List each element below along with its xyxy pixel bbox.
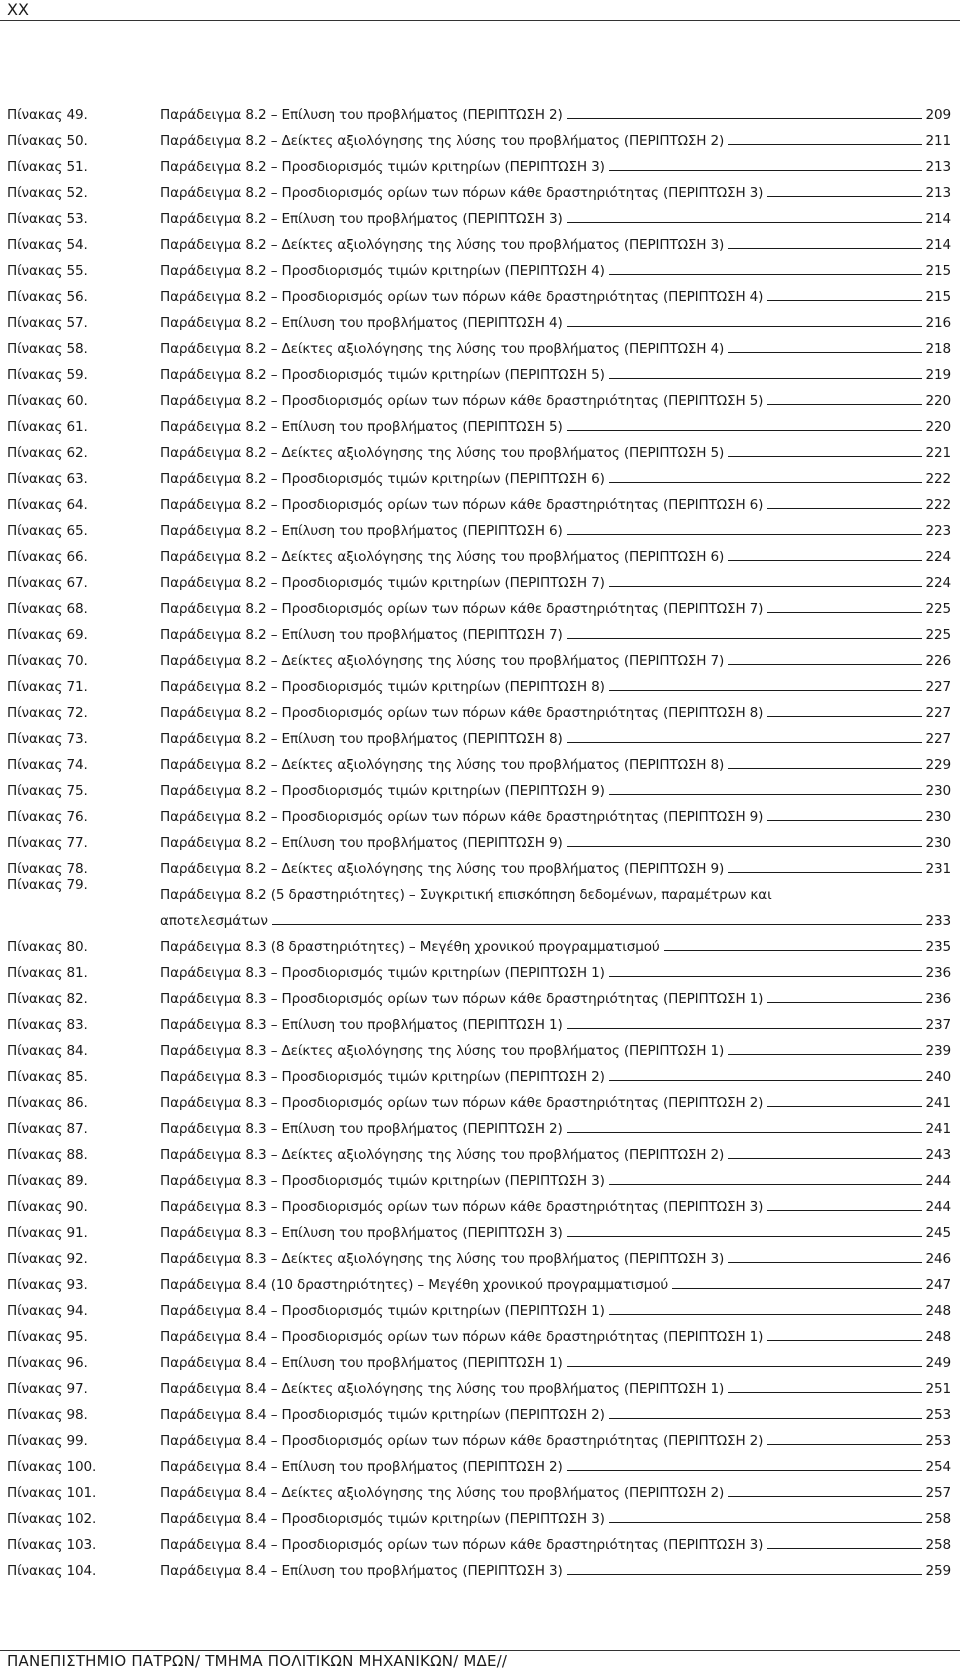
toc-entry[interactable]: [7, 201, 951, 227]
toc-entry-label: Πίνακας 56.: [7, 289, 88, 305]
toc-entry-title-continued: αποτελεσμάτων: [160, 913, 268, 929]
toc-entry-title: Παράδειγμα 8.2 – Δείκτες αξιολόγησης της λύσης του προβλήματος (ΠΕΡΙΠΤΩΣΗ 8): [160, 757, 725, 773]
toc-leader-line: [728, 352, 921, 353]
toc-entry-title: Παράδειγμα 8.2 – Προσδιορισμός ορίων των πόρων κάθε δραστηριότητας (ΠΕΡΙΠΤΩΣΗ 8): [160, 705, 764, 721]
toc-entry-label: Πίνακας 89.: [7, 1173, 88, 1189]
toc-entry[interactable]: [7, 1085, 951, 1111]
toc-entry-title: Παράδειγμα 8.2 – Προσδιορισμός τιμών κριτηρίων (ΠΕΡΙΠΤΩΣΗ 4): [160, 263, 605, 279]
toc-entry[interactable]: [7, 461, 951, 487]
toc-entry-label: Πίνακας 80.: [7, 939, 88, 955]
toc-leader-line: [567, 742, 922, 743]
toc-leader-line: [728, 456, 921, 457]
toc-entry-title: Παράδειγμα 8.2 – Δείκτες αξιολόγησης της λύσης του προβλήματος (ΠΕΡΙΠΤΩΣΗ 9): [160, 861, 725, 877]
toc-entry-label: Πίνακας 90.: [7, 1199, 88, 1215]
toc-entry-page: 236: [925, 991, 951, 1007]
toc-entry-label: Πίνακας 95.: [7, 1329, 88, 1345]
toc-entry-page: 225: [925, 601, 951, 617]
toc-entry-label: Πίνακας 96.: [7, 1355, 88, 1371]
toc-leader-line: [728, 768, 921, 769]
toc-entry-title: Παράδειγμα 8.3 – Επίλυση του προβλήματος (ΠΕΡΙΠΤΩΣΗ 2): [160, 1121, 563, 1137]
toc-entry-label: Πίνακας 84.: [7, 1043, 88, 1059]
toc-leader-line: [767, 508, 921, 509]
toc-leader-line: [609, 274, 922, 275]
toc-entry-title: Παράδειγμα 8.2 – Δείκτες αξιολόγησης της λύσης του προβλήματος (ΠΕΡΙΠΤΩΣΗ 2): [160, 133, 725, 149]
toc-leader-line: [609, 1418, 922, 1419]
toc-leader-line: [767, 300, 921, 301]
toc-entry[interactable]: [7, 279, 951, 305]
toc-entry-title: Παράδειγμα 8.2 – Επίλυση του προβλήματος (ΠΕΡΙΠΤΩΣΗ 5): [160, 419, 563, 435]
toc-leader-line: [567, 430, 922, 431]
toc-entry-label: Πίνακας 55.: [7, 263, 88, 279]
toc-entry-label: Πίνακας 69.: [7, 627, 88, 643]
toc-leader-line: [767, 1444, 921, 1445]
toc-entry-label: Πίνακας 99.: [7, 1433, 88, 1449]
toc-entry[interactable]: [7, 1371, 951, 1397]
toc-entry-label: Πίνακας 92.: [7, 1251, 88, 1267]
toc-leader-line: [567, 222, 922, 223]
toc-entry-title: Παράδειγμα 8.4 – Δείκτες αξιολόγησης της λύσης του προβλήματος (ΠΕΡΙΠΤΩΣΗ 2): [160, 1485, 725, 1501]
toc-entry[interactable]: [7, 721, 951, 747]
toc-entry-page: 258: [925, 1511, 951, 1527]
toc-entry-label: Πίνακας 77.: [7, 835, 88, 851]
toc-entry-label: Πίνακας 60.: [7, 393, 88, 409]
toc-entry-title: Παράδειγμα 8.2 – Επίλυση του προβλήματος (ΠΕΡΙΠΤΩΣΗ 3): [160, 211, 563, 227]
toc-entry-label: Πίνακας 100.: [7, 1459, 97, 1475]
toc-entry-page: 259: [925, 1563, 951, 1579]
toc-entry-page: 247: [925, 1277, 951, 1293]
toc-entry-title: Παράδειγμα 8.3 (8 δραστηριότητες) – Μεγέθη χρονικού προγραμματισμού: [160, 939, 660, 955]
toc-entry-title: Παράδειγμα 8.2 – Δείκτες αξιολόγησης της λύσης του προβλήματος (ΠΕΡΙΠΤΩΣΗ 6): [160, 549, 725, 565]
toc-entry-page: 225: [925, 627, 951, 643]
toc-entry[interactable]: [7, 1527, 951, 1553]
toc-entry[interactable]: [7, 1423, 951, 1449]
toc-leader-line: [609, 1522, 922, 1523]
toc-entry[interactable]: [7, 1007, 951, 1033]
toc-entry-label: Πίνακας 93.: [7, 1277, 88, 1293]
toc-leader-line: [728, 560, 921, 561]
toc-entry[interactable]: [7, 357, 951, 383]
toc-entry-page: 215: [925, 263, 951, 279]
toc-leader-line: [609, 378, 922, 379]
toc-entry-label: Πίνακας 63.: [7, 471, 88, 487]
toc-entry-title: Παράδειγμα 8.4 – Προσδιορισμός ορίων των πόρων κάθε δραστηριότητας (ΠΕΡΙΠΤΩΣΗ 2): [160, 1433, 764, 1449]
toc-entry-page: 216: [925, 315, 951, 331]
toc-entry-label: Πίνακας 68.: [7, 601, 88, 617]
toc-leader-line: [272, 924, 922, 925]
toc-entry-label: Πίνακας 104.: [7, 1563, 97, 1579]
toc-leader-line: [567, 638, 922, 639]
toc-entry-label: Πίνακας 65.: [7, 523, 88, 539]
toc-entry-title: Παράδειγμα 8.4 – Επίλυση του προβλήματος (ΠΕΡΙΠΤΩΣΗ 1): [160, 1355, 563, 1371]
toc-entry-title: Παράδειγμα 8.3 – Προσδιορισμός τιμών κριτηρίων (ΠΕΡΙΠΤΩΣΗ 2): [160, 1069, 605, 1085]
toc-entry-page: 253: [925, 1407, 951, 1423]
toc-entry-title: Παράδειγμα 8.4 – Προσδιορισμός τιμών κριτηρίων (ΠΕΡΙΠΤΩΣΗ 1): [160, 1303, 605, 1319]
toc-entry-title: Παράδειγμα 8.2 – Προσδιορισμός τιμών κριτηρίων (ΠΕΡΙΠΤΩΣΗ 6): [160, 471, 605, 487]
toc-leader-line: [567, 326, 922, 327]
toc-entry-label: Πίνακας 73.: [7, 731, 88, 747]
toc-entry-title: Παράδειγμα 8.2 – Δείκτες αξιολόγησης της λύσης του προβλήματος (ΠΕΡΙΠΤΩΣΗ 7): [160, 653, 725, 669]
toc-entry-title: Παράδειγμα 8.2 – Επίλυση του προβλήματος (ΠΕΡΙΠΤΩΣΗ 9): [160, 835, 563, 851]
toc-entry-page: 249: [925, 1355, 951, 1371]
toc-entry[interactable]: [7, 1033, 951, 1059]
toc-leader-line: [728, 1392, 921, 1393]
toc-entry-title: Παράδειγμα 8.2 – Προσδιορισμός ορίων των πόρων κάθε δραστηριότητας (ΠΕΡΙΠΤΩΣΗ 7): [160, 601, 764, 617]
toc-entry[interactable]: [7, 123, 951, 149]
toc-entry[interactable]: [7, 1293, 951, 1319]
toc-entry-title: Παράδειγμα 8.4 – Προσδιορισμός τιμών κριτηρίων (ΠΕΡΙΠΤΩΣΗ 2): [160, 1407, 605, 1423]
toc-entry-label: Πίνακας 58.: [7, 341, 88, 357]
toc-entry-page: 251: [925, 1381, 951, 1397]
toc-entry-title: Παράδειγμα 8.2 – Προσδιορισμός τιμών κριτηρίων (ΠΕΡΙΠΤΩΣΗ 9): [160, 783, 605, 799]
toc-entry[interactable]: [7, 1267, 951, 1293]
toc-entry-title: Παράδειγμα 8.2 – Προσδιορισμός ορίων των πόρων κάθε δραστηριότητας (ΠΕΡΙΠΤΩΣΗ 6): [160, 497, 764, 513]
toc-entry-title: Παράδειγμα 8.4 (10 δραστηριότητες) – Μεγέθη χρονικού προγραμματισμού: [160, 1277, 669, 1293]
toc-entry-label: Πίνακας 78.: [7, 861, 88, 877]
toc-entry-page: 224: [925, 575, 951, 591]
toc-entry-label: Πίνακας 88.: [7, 1147, 88, 1163]
toc-leader-line: [767, 716, 921, 717]
toc-entry-page: 227: [925, 679, 951, 695]
toc-entry-page: 214: [925, 237, 951, 253]
toc-leader-line: [672, 1288, 921, 1289]
toc-entry-page: 231: [925, 861, 951, 877]
toc-entry[interactable]: [7, 955, 951, 981]
toc-entry[interactable]: [7, 175, 951, 201]
toc-entry-title: Παράδειγμα 8.2 – Επίλυση του προβλήματος (ΠΕΡΙΠΤΩΣΗ 2): [160, 107, 563, 123]
toc-entry-page: 215: [925, 289, 951, 305]
toc-leader-line: [728, 664, 921, 665]
toc-entry[interactable]: [7, 539, 951, 565]
toc-leader-line: [609, 1314, 922, 1315]
toc-leader-line: [767, 820, 921, 821]
toc-entry-title: Παράδειγμα 8.3 – Επίλυση του προβλήματος (ΠΕΡΙΠΤΩΣΗ 3): [160, 1225, 563, 1241]
toc-entry-title: Παράδειγμα 8.2 – Προσδιορισμός τιμών κριτηρίων (ΠΕΡΙΠΤΩΣΗ 3): [160, 159, 605, 175]
toc-entry-title: Παράδειγμα 8.4 – Επίλυση του προβλήματος (ΠΕΡΙΠΤΩΣΗ 2): [160, 1459, 563, 1475]
toc-entry-page: 209: [925, 107, 951, 123]
toc-entry[interactable]: [7, 1319, 951, 1345]
toc-entry-label: Πίνακας 49.: [7, 107, 88, 123]
toc-entry-title: Παράδειγμα 8.4 – Δείκτες αξιολόγησης της λύσης του προβλήματος (ΠΕΡΙΠΤΩΣΗ 1): [160, 1381, 725, 1397]
toc-entry-label: Πίνακας 59.: [7, 367, 88, 383]
toc-entry-label: Πίνακας 72.: [7, 705, 88, 721]
toc-entry[interactable]: [7, 513, 951, 539]
toc-leader-line: [609, 1080, 922, 1081]
toc-leader-line: [567, 1470, 922, 1471]
toc-entry-page: 241: [925, 1095, 951, 1111]
toc-entry-label: Πίνακας 64.: [7, 497, 88, 513]
toc-entry[interactable]: [7, 565, 951, 591]
toc-entry-label: Πίνακας 103.: [7, 1537, 97, 1553]
toc-entry[interactable]: [7, 825, 951, 851]
toc-entry[interactable]: [7, 409, 951, 435]
toc-entry[interactable]: [7, 747, 951, 773]
toc-leader-line: [567, 534, 922, 535]
toc-entry[interactable]: [7, 1345, 951, 1371]
toc-entry-label: Πίνακας 98.: [7, 1407, 88, 1423]
toc-entry-page: 229: [925, 757, 951, 773]
toc-entry[interactable]: [7, 97, 951, 123]
toc-entry[interactable]: [7, 1059, 951, 1085]
toc-entry[interactable]: [7, 669, 951, 695]
toc-entry[interactable]: [7, 1449, 951, 1475]
toc-entry-page: 243: [925, 1147, 951, 1163]
toc-entry-page: 211: [925, 133, 951, 149]
toc-entry-page: 222: [925, 497, 951, 513]
toc-leader-line: [567, 1366, 922, 1367]
toc-leader-line: [767, 1002, 921, 1003]
toc-entry-page: 244: [925, 1173, 951, 1189]
toc-leader-line: [609, 1184, 922, 1185]
toc-entry[interactable]: [7, 435, 951, 461]
toc-leader-line: [767, 1106, 921, 1107]
toc-entry-title: Παράδειγμα 8.2 – Προσδιορισμός τιμών κριτηρίων (ΠΕΡΙΠΤΩΣΗ 8): [160, 679, 605, 695]
toc-entry-title: Παράδειγμα 8.2 – Προσδιορισμός ορίων των πόρων κάθε δραστηριότητας (ΠΕΡΙΠΤΩΣΗ 5): [160, 393, 764, 409]
toc-entry-page: 223: [925, 523, 951, 539]
toc-entry-label: Πίνακας 102.: [7, 1511, 97, 1527]
toc-leader-line: [567, 1132, 922, 1133]
toc-entry-label: Πίνακας 70.: [7, 653, 88, 669]
toc-leader-line: [609, 482, 922, 483]
toc-entry-title: Παράδειγμα 8.3 – Προσδιορισμός τιμών κριτηρίων (ΠΕΡΙΠΤΩΣΗ 1): [160, 965, 605, 981]
toc-entry-page: 230: [925, 809, 951, 825]
page-number: XX: [7, 0, 29, 19]
header-rule: [0, 20, 960, 21]
toc-entry-page: 220: [925, 393, 951, 409]
toc-entry-label: Πίνακας 85.: [7, 1069, 88, 1085]
toc-entry-title: Παράδειγμα 8.2 – Δείκτες αξιολόγησης της λύσης του προβλήματος (ΠΕΡΙΠΤΩΣΗ 3): [160, 237, 725, 253]
toc-entry-label: Πίνακας 57.: [7, 315, 88, 331]
toc-entry[interactable]: [7, 227, 951, 253]
toc-entry-label: Πίνακας 52.: [7, 185, 88, 201]
toc-leader-line: [728, 144, 921, 145]
toc-leader-line: [609, 976, 922, 977]
toc-entry[interactable]: [7, 773, 951, 799]
toc-entry-page: 248: [925, 1303, 951, 1319]
toc-entry[interactable]: [7, 1501, 951, 1527]
toc-entry[interactable]: [7, 695, 951, 721]
toc-entry[interactable]: [7, 799, 951, 825]
toc-leader-line: [664, 950, 922, 951]
toc-entry-title: Παράδειγμα 8.2 – Προσδιορισμός ορίων των πόρων κάθε δραστηριότητας (ΠΕΡΙΠΤΩΣΗ 4): [160, 289, 764, 305]
toc-entry-title: Παράδειγμα 8.2 – Επίλυση του προβλήματος (ΠΕΡΙΠΤΩΣΗ 4): [160, 315, 563, 331]
toc-entry-title: Παράδειγμα 8.2 – Προσδιορισμός ορίων των πόρων κάθε δραστηριότητας (ΠΕΡΙΠΤΩΣΗ 3): [160, 185, 764, 201]
toc-entry-label: Πίνακας 51.: [7, 159, 88, 175]
toc-entry-title: Παράδειγμα 8.3 – Δείκτες αξιολόγησης της λύσης του προβλήματος (ΠΕΡΙΠΤΩΣΗ 1): [160, 1043, 725, 1059]
toc-entry-page: 224: [925, 549, 951, 565]
toc-entry-title: Παράδειγμα 8.2 – Προσδιορισμός ορίων των πόρων κάθε δραστηριότητας (ΠΕΡΙΠΤΩΣΗ 9): [160, 809, 764, 825]
toc-entry-page: 219: [925, 367, 951, 383]
toc-entry-label: Πίνακας 74.: [7, 757, 88, 773]
toc-entry-label: Πίνακας 75.: [7, 783, 88, 799]
toc-entry[interactable]: [7, 1137, 951, 1163]
toc-entry-page: 227: [925, 705, 951, 721]
toc-leader-line: [728, 1054, 921, 1055]
toc-entry[interactable]: [7, 305, 951, 331]
toc-entry-label: Πίνακας 67.: [7, 575, 88, 591]
toc-leader-line: [609, 794, 922, 795]
toc-entry-page: 227: [925, 731, 951, 747]
toc-entry-page: 230: [925, 783, 951, 799]
toc-leader-line: [728, 1262, 921, 1263]
toc-entry-page: 235: [925, 939, 951, 955]
toc-entry-page: 233: [925, 913, 951, 929]
toc-entry-title: Παράδειγμα 8.4 – Προσδιορισμός τιμών κριτηρίων (ΠΕΡΙΠΤΩΣΗ 3): [160, 1511, 605, 1527]
toc-entry-page: 226: [925, 653, 951, 669]
toc-leader-line: [767, 1210, 921, 1211]
toc-leader-line: [609, 170, 922, 171]
toc-leader-line: [728, 1158, 921, 1159]
toc-entry-page: 245: [925, 1225, 951, 1241]
toc-entry[interactable]: [7, 617, 951, 643]
toc-entry[interactable]: [7, 1553, 951, 1579]
toc-entry-page: 237: [925, 1017, 951, 1033]
toc-entry-page: 240: [925, 1069, 951, 1085]
toc-entry-label: Πίνακας 83.: [7, 1017, 88, 1033]
toc-entry[interactable]: [7, 877, 951, 929]
toc-leader-line: [567, 846, 922, 847]
toc-entry-label: Πίνακας 86.: [7, 1095, 88, 1111]
toc-entry-label: Πίνακας 54.: [7, 237, 88, 253]
toc-leader-line: [767, 612, 921, 613]
toc-entry-label: Πίνακας 79.: [7, 877, 88, 893]
toc-entry[interactable]: [7, 1163, 951, 1189]
toc-entry-title: Παράδειγμα 8.2 – Επίλυση του προβλήματος (ΠΕΡΙΠΤΩΣΗ 8): [160, 731, 563, 747]
toc-entry-title: Παράδειγμα 8.3 – Προσδιορισμός τιμών κριτηρίων (ΠΕΡΙΠΤΩΣΗ 3): [160, 1173, 605, 1189]
toc-entry[interactable]: [7, 643, 951, 669]
toc-leader-line: [767, 196, 921, 197]
toc-entry-title: Παράδειγμα 8.2 – Προσδιορισμός τιμών κριτηρίων (ΠΕΡΙΠΤΩΣΗ 7): [160, 575, 605, 591]
toc-entry-title: Παράδειγμα 8.2 – Προσδιορισμός τιμών κριτηρίων (ΠΕΡΙΠΤΩΣΗ 5): [160, 367, 605, 383]
toc-entry-label: Πίνακας 94.: [7, 1303, 88, 1319]
toc-entry-title: Παράδειγμα 8.4 – Προσδιορισμός ορίων των πόρων κάθε δραστηριότητας (ΠΕΡΙΠΤΩΣΗ 3): [160, 1537, 764, 1553]
toc-entry[interactable]: [7, 383, 951, 409]
toc-entry-title: Παράδειγμα 8.4 – Επίλυση του προβλήματος (ΠΕΡΙΠΤΩΣΗ 3): [160, 1563, 563, 1579]
toc-entry[interactable]: [7, 851, 951, 877]
toc-entry-label: Πίνακας 81.: [7, 965, 88, 981]
toc-entry-page: 218: [925, 341, 951, 357]
toc-entry[interactable]: [7, 331, 951, 357]
toc-leader-line: [728, 1496, 921, 1497]
toc-entry-page: 236: [925, 965, 951, 981]
toc-entry-label: Πίνακας 71.: [7, 679, 88, 695]
toc-entry-title: Παράδειγμα 8.2 – Δείκτες αξιολόγησης της λύσης του προβλήματος (ΠΕΡΙΠΤΩΣΗ 5): [160, 445, 725, 461]
toc-entry-label: Πίνακας 101.: [7, 1485, 97, 1501]
toc-entry-title: Παράδειγμα 8.3 – Προσδιορισμός ορίων των πόρων κάθε δραστηριότητας (ΠΕΡΙΠΤΩΣΗ 3): [160, 1199, 764, 1215]
toc-entry-page: 254: [925, 1459, 951, 1475]
toc-leader-line: [609, 586, 922, 587]
toc-entry[interactable]: [7, 253, 951, 279]
toc-entry-title: Παράδειγμα 8.2 – Επίλυση του προβλήματος (ΠΕΡΙΠΤΩΣΗ 7): [160, 627, 563, 643]
toc-entry-page: 239: [925, 1043, 951, 1059]
toc-entry[interactable]: [7, 1241, 951, 1267]
toc-entry[interactable]: [7, 487, 951, 513]
toc-entry-page: 257: [925, 1485, 951, 1501]
toc-entry-title: Παράδειγμα 8.4 – Προσδιορισμός ορίων των πόρων κάθε δραστηριότητας (ΠΕΡΙΠΤΩΣΗ 1): [160, 1329, 764, 1345]
toc-entry[interactable]: [7, 1475, 951, 1501]
toc-entry-page: 220: [925, 419, 951, 435]
list-of-tables: [7, 97, 951, 1579]
toc-leader-line: [767, 404, 921, 405]
toc-entry-page: 253: [925, 1433, 951, 1449]
toc-entry[interactable]: [7, 1111, 951, 1137]
toc-entry-label: Πίνακας 62.: [7, 445, 88, 461]
toc-entry-label: Πίνακας 76.: [7, 809, 88, 825]
toc-entry-page: 230: [925, 835, 951, 851]
toc-leader-line: [767, 1340, 921, 1341]
toc-leader-line: [609, 690, 922, 691]
toc-entry-page: 248: [925, 1329, 951, 1345]
toc-entry[interactable]: [7, 149, 951, 175]
toc-leader-line: [728, 248, 921, 249]
toc-entry-title: Παράδειγμα 8.2 – Δείκτες αξιολόγησης της λύσης του προβλήματος (ΠΕΡΙΠΤΩΣΗ 4): [160, 341, 725, 357]
toc-entry[interactable]: [7, 981, 951, 1007]
toc-entry[interactable]: [7, 591, 951, 617]
toc-entry[interactable]: [7, 1397, 951, 1423]
toc-entry-page: 258: [925, 1537, 951, 1553]
toc-entry-title: Παράδειγμα 8.3 – Προσδιορισμός ορίων των πόρων κάθε δραστηριότητας (ΠΕΡΙΠΤΩΣΗ 2): [160, 1095, 764, 1111]
toc-entry-label: Πίνακας 66.: [7, 549, 88, 565]
toc-entry-label: Πίνακας 82.: [7, 991, 88, 1007]
toc-entry[interactable]: [7, 1189, 951, 1215]
toc-entry-page: 221: [925, 445, 951, 461]
toc-leader-line: [567, 118, 922, 119]
toc-leader-line: [567, 1028, 922, 1029]
toc-entry-page: 213: [925, 159, 951, 175]
toc-leader-line: [767, 1548, 921, 1549]
toc-entry-page: 241: [925, 1121, 951, 1137]
toc-entry-page: 246: [925, 1251, 951, 1267]
toc-entry-title: Παράδειγμα 8.2 – Επίλυση του προβλήματος (ΠΕΡΙΠΤΩΣΗ 6): [160, 523, 563, 539]
toc-entry-title: Παράδειγμα 8.3 – Προσδιορισμός ορίων των πόρων κάθε δραστηριότητας (ΠΕΡΙΠΤΩΣΗ 1): [160, 991, 764, 1007]
toc-entry-page: 213: [925, 185, 951, 201]
toc-leader-line: [567, 1236, 922, 1237]
toc-entry[interactable]: [7, 1215, 951, 1241]
toc-entry-label: Πίνακας 91.: [7, 1225, 88, 1241]
toc-entry-page: 214: [925, 211, 951, 227]
toc-leader-line: [728, 872, 921, 873]
footer-text: ΠΑΝΕΠΙΣΤΗΜΙΟ ΠΑΤΡΩΝ/ ΤΜΗΜΑ ΠΟΛΙΤΙΚΩΝ ΜΗΧΑΝΙΚΩΝ/ ΜΔΕ//: [7, 1652, 508, 1670]
toc-entry-label: Πίνακας 87.: [7, 1121, 88, 1137]
toc-entry-title: Παράδειγμα 8.3 – Δείκτες αξιολόγησης της λύσης του προβλήματος (ΠΕΡΙΠΤΩΣΗ 2): [160, 1147, 725, 1163]
toc-entry-title: Παράδειγμα 8.3 – Δείκτες αξιολόγησης της λύσης του προβλήματος (ΠΕΡΙΠΤΩΣΗ 3): [160, 1251, 725, 1267]
toc-entry-title: Παράδειγμα 8.2 (5 δραστηριότητες) – Συγκριτική επισκόπηση δεδομένων, παραμέτρων και: [160, 887, 772, 903]
toc-entry-label: Πίνακας 61.: [7, 419, 88, 435]
toc-leader-line: [567, 1574, 922, 1575]
toc-entry-title: Παράδειγμα 8.3 – Επίλυση του προβλήματος (ΠΕΡΙΠΤΩΣΗ 1): [160, 1017, 563, 1033]
toc-entry-label: Πίνακας 50.: [7, 133, 88, 149]
toc-entry-label: Πίνακας 53.: [7, 211, 88, 227]
toc-entry-page: 244: [925, 1199, 951, 1215]
toc-entry-label: Πίνακας 97.: [7, 1381, 88, 1397]
toc-entry[interactable]: [7, 929, 951, 955]
toc-entry-page: 222: [925, 471, 951, 487]
